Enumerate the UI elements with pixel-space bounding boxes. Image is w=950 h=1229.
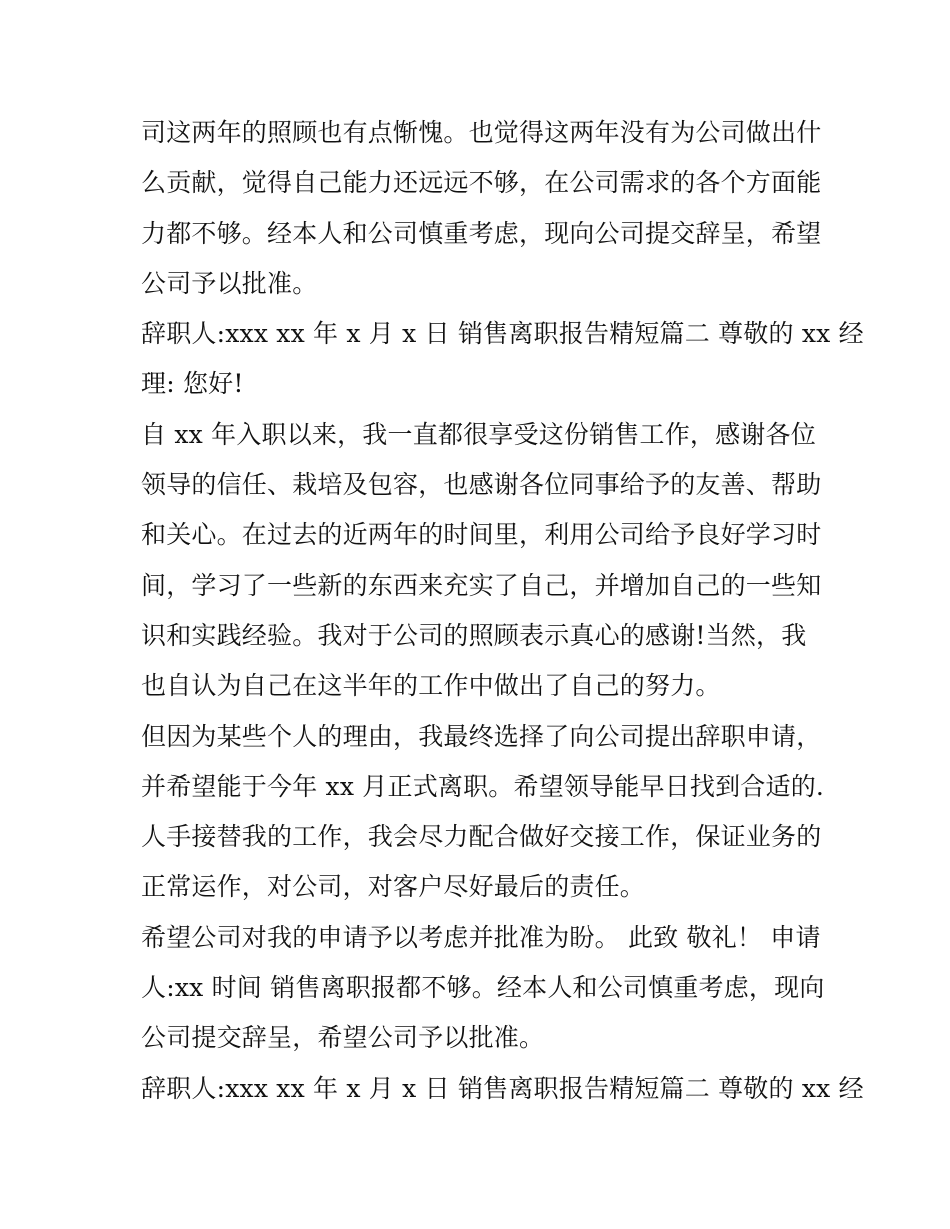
- text-line: 公司予以批准。: [141, 268, 318, 298]
- text-line: 和关心。在过去的近两年的时间里，利用公司给予良好学习时: [141, 520, 822, 550]
- text-line: 理: 您好!: [141, 369, 244, 399]
- text-line: 正常运作，对公司，对客户尽好最后的责任。: [141, 872, 646, 902]
- text-line: 辞职人:xxx xx 年 x 月 x 日 销售离职报告精短篇二 尊敬的 xx 经: [141, 1073, 864, 1103]
- text-line: 领导的信任、栽培及包容，也感谢各位同事给予的友善、帮助: [141, 470, 822, 500]
- text-line: 公司提交辞呈，希望公司予以批准。: [141, 1023, 545, 1053]
- text-line: 人手接替我的工作，我会尽力配合做好交接工作，保证业务的: [141, 822, 822, 852]
- document-body: [141, 108, 864, 1114]
- text-line: 力都不够。经本人和公司慎重考虑，现向公司提交辞呈，希望: [141, 218, 822, 248]
- text-line: 识和实践经验。我对于公司的照顾表示真心的感谢!当然，我: [141, 620, 807, 650]
- text-line: 自 xx 年入职以来，我一直都很享受这份销售工作，感谢各位: [141, 419, 816, 449]
- text-line: 也自认为自己在这半年的工作中做出了自己的努力。: [141, 671, 721, 701]
- text-line: 人:xx 时间 销售离职报都不够。经本人和公司慎重考虑，现向: [141, 973, 825, 1003]
- text-line: 么贡献，觉得自己能力还远远不够，在公司需求的各个方面能: [141, 168, 822, 198]
- text-line: 间，学习了一些新的东西来充实了自己，并增加自己的一些知: [141, 570, 822, 600]
- text-line: 希望公司对我的申请予以考虑并批准为盼。 此致 敬礼！ 申请: [141, 922, 821, 952]
- text-line: 司这两年的照顾也有点惭愧。也觉得这两年没有为公司做出什: [141, 118, 822, 147]
- text-line: 辞职人:xxx xx 年 x 月 x 日 销售离职报告精短篇二 尊敬的 xx 经: [141, 319, 864, 349]
- text-line: 并希望能于今年 xx 月正式离职。希望领导能早日找到合适的.: [141, 771, 825, 801]
- text-line: 但因为某些个人的理由，我最终选择了向公司提出辞职申请，: [141, 721, 822, 751]
